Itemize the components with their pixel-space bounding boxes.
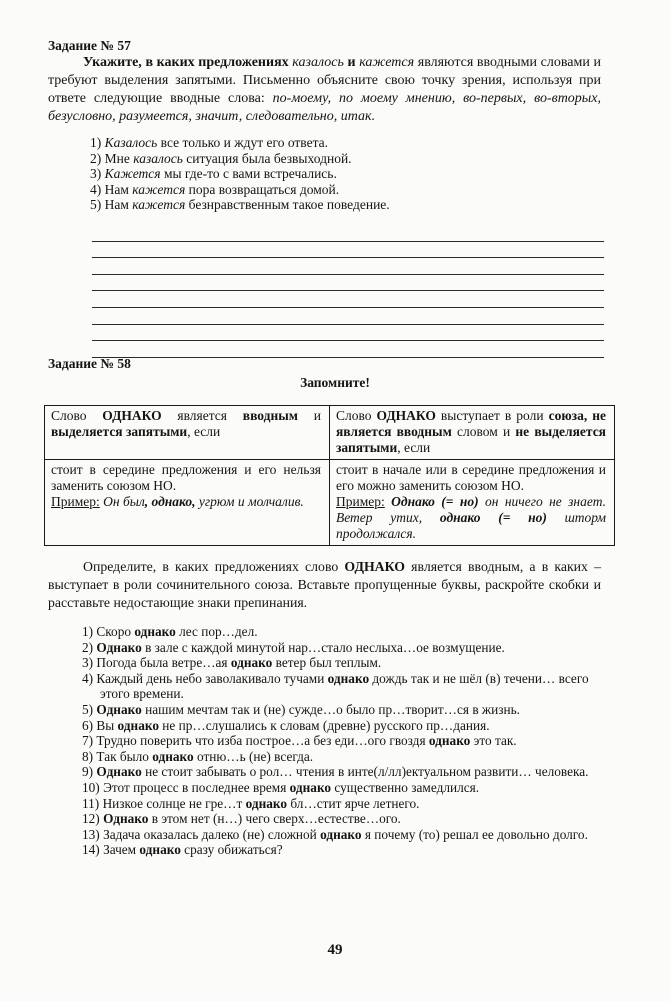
item-number: 5) [90, 197, 102, 212]
table-cell-introductory-header [45, 406, 330, 460]
item-number: 11) [82, 795, 100, 811]
item-number: 2) [90, 150, 102, 166]
item-text: мы где-то с вами встречались. [160, 166, 337, 181]
item-text: Низкое солнце не гре…т [102, 795, 246, 811]
instruction-text: Определите, в каких предложениях слово [83, 559, 345, 574]
list-item [82, 702, 602, 718]
table-cell-introductory-rule [45, 460, 330, 546]
instruction-keyword: ОДНАКО [344, 559, 406, 574]
item-text: Этот процесс в последнее время [103, 779, 290, 795]
instruction-word: кажется [359, 55, 415, 70]
list-item [82, 733, 602, 749]
answer-line[interactable] [92, 242, 604, 259]
item-keyword: Казалось [104, 135, 158, 150]
item-number: 14) [82, 842, 100, 858]
item-keyword: Однако [96, 701, 142, 717]
item-keyword: Кажется [104, 166, 161, 181]
cell-text: словом и [451, 424, 516, 439]
cell-text: выделяется запятыми [51, 424, 188, 439]
item-number: 8) [82, 748, 94, 764]
list-item [90, 182, 590, 198]
item-keyword: Однако [96, 639, 142, 655]
example-text: шторм продолжался. [336, 510, 606, 541]
rule-table [44, 405, 615, 546]
example-keyword: , однако, [144, 494, 196, 509]
item-text: в этом нет (н…) чего сверх…естестве…ого. [148, 811, 401, 827]
item-text: сразу обижаться? [180, 842, 283, 858]
item-text: дождь так и не шёл (в) течени… всего этого времени. [100, 670, 589, 702]
list-item [90, 166, 590, 182]
item-text: это так. [470, 733, 517, 749]
task-58-instruction [48, 558, 601, 612]
item-keyword: однако [117, 717, 159, 733]
item-text: Скоро [96, 624, 135, 639]
cell-text: вводным [242, 408, 298, 423]
task-57-title: Задание № 57 [48, 38, 131, 53]
example-text: угрюм и молчалив. [195, 494, 304, 509]
item-keyword: однако [428, 733, 471, 749]
list-item [90, 135, 590, 151]
item-number: 5) [82, 701, 94, 717]
example-text: Он был [99, 494, 145, 509]
cell-text: Слово [336, 408, 377, 423]
list-item [82, 842, 602, 858]
list-item [82, 624, 602, 640]
task-58-sentences [82, 624, 602, 858]
item-number: 10) [82, 779, 100, 795]
item-text: отню…ь (не) всегда. [193, 748, 314, 764]
item-text: пора возвращаться домой. [185, 181, 340, 197]
cell-text: , если [397, 440, 431, 455]
instruction-text: Укажите, в каких предложениях [83, 55, 293, 70]
example-label: Пример: [336, 494, 385, 509]
item-text: существенно замедлился. [331, 779, 480, 795]
table-header-row [45, 406, 615, 460]
page-number: 49 [327, 942, 343, 958]
cell-text: стоит в начале или в середине предложения и его можно заменить союзом НО. [336, 462, 606, 493]
item-keyword: однако [289, 779, 332, 795]
task-57-sentences [90, 135, 590, 213]
example-text: он ничего не знает. Ветер утих, [336, 494, 606, 525]
item-keyword: однако [152, 748, 194, 764]
item-text: ветер был теплым. [272, 655, 382, 671]
table-body-row [45, 460, 615, 546]
item-number: 9) [82, 764, 94, 780]
cell-text: ОДНАКО [102, 408, 162, 423]
item-keyword: кажется [132, 197, 186, 212]
item-text: ситуация была безвыходной. [182, 150, 352, 166]
cell-text: союза, не является вводным [336, 408, 606, 439]
list-item [82, 764, 602, 780]
item-text: бл…стит ярче летнего. [287, 795, 420, 811]
item-text: все только и ждут его ответа. [157, 135, 329, 150]
item-text: нашим мечтам так и (не) сужде…о было пр…творит…ся в жизнь. [141, 701, 520, 717]
item-keyword: однако [327, 670, 370, 686]
item-keyword: однако [134, 624, 176, 639]
instruction-text: является вводным, а в каких – выступает в роли сочинительного союза. Вставьте пропущенные буквы, раскройте скобки и расставьте недостающие знаки препинания. [48, 559, 601, 610]
item-number: 12) [82, 811, 100, 827]
cell-text: не выделяется запятыми [336, 424, 606, 455]
list-item [90, 151, 590, 167]
table-cell-conjunction-header [330, 406, 615, 460]
list-item [82, 827, 602, 843]
answer-line[interactable] [92, 275, 604, 292]
item-text: Нам [104, 181, 133, 197]
example-label: Пример: [51, 494, 100, 509]
item-keyword: однако [245, 795, 288, 811]
list-item [82, 811, 602, 827]
item-text: лес пор…дел. [175, 624, 258, 639]
list-item [82, 780, 602, 796]
item-text: Зачем [103, 842, 140, 858]
remember-heading: Запомните! [300, 375, 370, 390]
answer-line[interactable] [92, 325, 604, 342]
example-keyword: однако (= но) [439, 510, 547, 525]
answer-line[interactable] [92, 308, 604, 325]
item-keyword: однако [320, 826, 362, 842]
item-keyword: Однако [103, 811, 149, 827]
answer-line[interactable] [92, 258, 604, 275]
item-number: 6) [82, 717, 94, 733]
task-57-instruction [48, 54, 601, 126]
task-58-title: Задание № 58 [48, 356, 131, 371]
item-text: Погода была ветре…ая [96, 655, 231, 671]
cell-text: является [161, 408, 243, 423]
instruction-text: являются вводными словами и требуют выделения запятыми. Письменно объясните свою точку зрения, используя при ответе следующие вводные слова: [48, 55, 601, 106]
cell-text: стоит в середине предложения и его нельзя заменить союзом НО. [51, 462, 321, 493]
item-text: безнравственным такое поведение. [185, 197, 390, 212]
item-number: 3) [82, 655, 94, 671]
cell-text: и [297, 408, 321, 423]
item-keyword: однако [139, 842, 181, 858]
answer-line[interactable] [92, 291, 604, 308]
instruction-text: и [343, 55, 360, 70]
item-text: Нам [104, 197, 133, 212]
cell-text: ОДНАКО [376, 408, 436, 423]
item-number: 4) [82, 670, 94, 686]
item-keyword: Однако [96, 764, 142, 780]
cell-text: Слово [51, 408, 103, 423]
answer-line[interactable] [92, 341, 604, 358]
list-item [82, 655, 602, 671]
item-keyword: однако [230, 655, 273, 671]
table-cell-conjunction-rule [330, 460, 615, 546]
item-number: 7) [82, 733, 94, 749]
item-number: 3) [90, 166, 102, 181]
cell-text: , если [187, 424, 221, 439]
list-item [82, 671, 602, 702]
item-text: Каждый день небо заволакивало тучами [96, 670, 328, 686]
item-number: 1) [82, 624, 94, 639]
item-text: я почему (то) решал ее довольно долго. [361, 826, 588, 842]
item-text: Задача оказалась далеко (не) сложной [103, 826, 321, 842]
item-text: в зале с каждой минутой нар…стало неслыха…ое возмущение. [141, 639, 505, 655]
cell-text: выступает в роли [435, 408, 549, 423]
list-item [82, 749, 602, 765]
item-text: Так было [96, 748, 153, 764]
item-number: 13) [82, 826, 100, 842]
item-text: не стоит забывать о рол… чтения в инте(л/лл)ектуальном развити… человека. [141, 764, 589, 780]
item-text: Трудно поверить что изба построе…а без еди…ого гвоздя [96, 733, 429, 749]
item-number: 2) [82, 639, 94, 655]
answer-line[interactable] [92, 225, 604, 242]
item-text: Мне [104, 150, 134, 166]
example-keyword: Однако (= но) [384, 494, 479, 509]
instruction-word: казалось [292, 55, 344, 70]
item-number: 4) [90, 181, 102, 197]
list-item [82, 640, 602, 656]
introductory-words-list: по-моему, по моему мнению, во-первых, во-вторых, безусловно, разумеется, значит, следовательно, итак. [48, 91, 602, 124]
item-number: 1) [90, 135, 102, 150]
item-keyword: кажется [132, 181, 186, 197]
item-text: Вы [96, 717, 118, 733]
item-text: не пр…слушались к словам (древне) русского пр…дания. [158, 717, 490, 733]
list-item [90, 197, 590, 213]
answer-lines[interactable] [92, 225, 604, 358]
list-item [82, 796, 602, 812]
item-keyword: казалось [133, 150, 183, 166]
list-item [82, 718, 602, 734]
